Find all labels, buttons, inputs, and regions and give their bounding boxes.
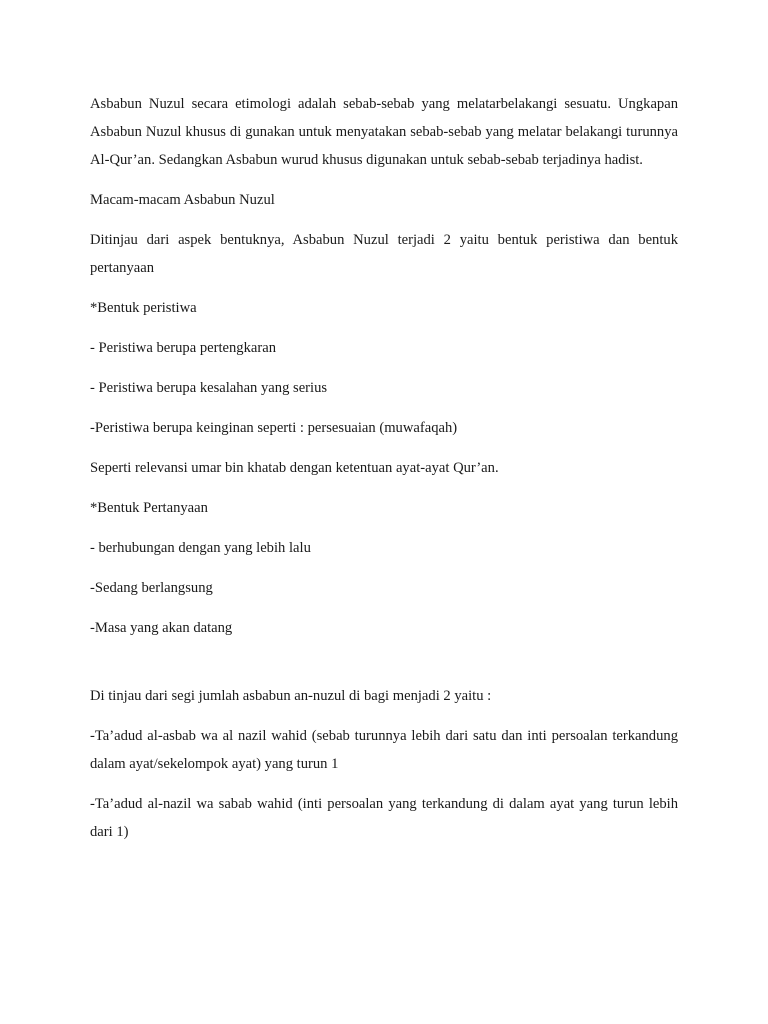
list-item: -Masa yang akan datang: [90, 620, 233, 636]
paragraph-bentuk: Ditinjau dari aspek bentuknya, Asbabun Nuzul terjadi 2 yaitu bentuk peristiwa dan bentuk pertanyaan: [90, 232, 678, 276]
list-heading-peristiwa: *Bentuk peristiwa: [90, 300, 197, 316]
paragraph-definition: Asbabun Nuzul secara etimologi adalah sebab-sebab yang melatarbelakangi sesuatu. Ungkapan Asbabun Nuzul khusus di gunakan untuk menyatakan sebab-sebab yang melatar belakangi turunnya Al-Qur’an. Sedangkan Asbabun wurud khusus digunakan untuk sebab-sebab terjadinya hadist.: [90, 96, 678, 168]
list-item: -Sedang berlangsung: [90, 580, 213, 596]
paragraph-jumlah: Di tinjau dari segi jumlah asbabun an-nuzul di bagi menjadi 2 yaitu :: [90, 688, 492, 704]
paragraph-relevansi: Seperti relevansi umar bin khatab dengan ketentuan ayat-ayat Qur’an.: [90, 460, 499, 476]
list-item: -Peristiwa berupa keinginan seperti : persesuaian (muwafaqah): [90, 420, 458, 436]
blank-line: [90, 654, 678, 682]
document-page: [90, 90, 678, 858]
list-item: - berhubungan dengan yang lebih lalu: [90, 540, 311, 556]
list-item: - Peristiwa berupa pertengkaran: [90, 340, 276, 356]
list-item: - Peristiwa berupa kesalahan yang serius: [90, 380, 328, 396]
list-item: -Ta’adud al-asbab wa al nazil wahid (sebab turunnya lebih dari satu dan inti persoalan terkandung dalam ayat/sekelompok ayat) yang turun 1: [90, 728, 678, 772]
list-item: -Ta’adud al-nazil wa sabab wahid (inti persoalan yang terkandung di dalam ayat yang turun lebih dari 1): [90, 796, 678, 840]
list-heading-pertanyaan: *Bentuk Pertanyaan: [90, 500, 208, 516]
section-heading-macam: Macam-macam Asbabun Nuzul: [90, 192, 275, 208]
